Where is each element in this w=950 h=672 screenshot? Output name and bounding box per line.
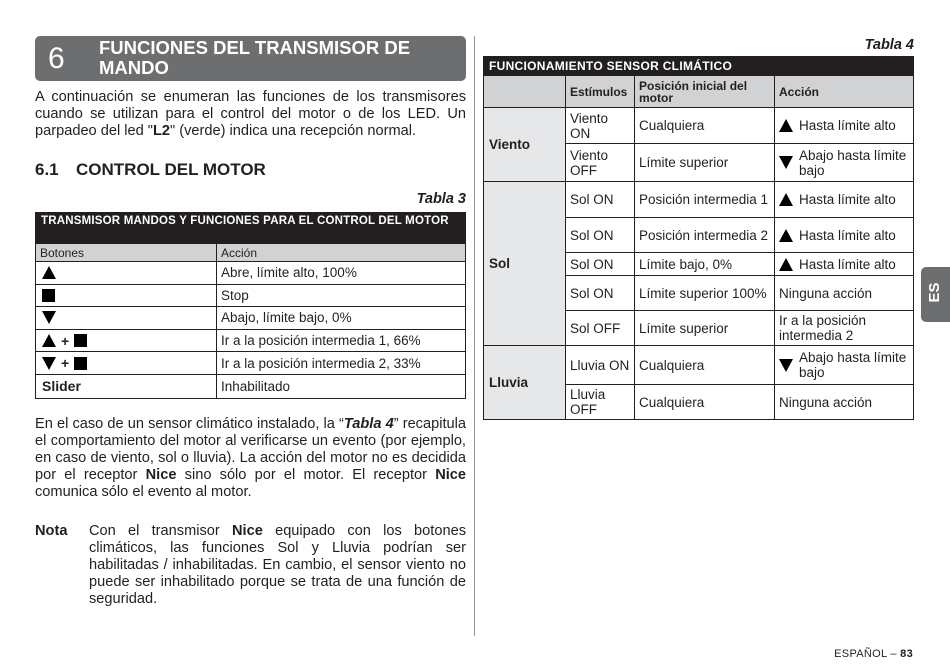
down-arrow-icon [779,359,793,372]
table4-stimulus-cell: Lluvia ON [566,346,635,385]
table4-stimulus-cell: Sol ON [566,276,635,311]
table3-row [36,330,465,353]
table4-position-cell: Cualquiera [635,346,775,385]
table4 [483,56,914,420]
down-arrow-icon [42,311,56,324]
table4-header-action: Acción [775,76,913,108]
stop-square-icon [74,334,87,347]
table4-header-stimuli: Estímulos [566,76,635,108]
subsection-heading [35,160,266,180]
table4-action-cell [775,218,913,253]
down-arrow-icon [42,357,56,370]
table3-buttons-cell [36,307,217,329]
table4-position-cell: Cualquiera [635,385,775,419]
table3 [35,212,466,399]
table3-row [36,375,465,398]
stop-square-icon [42,289,55,302]
table4-action-cell [775,311,913,346]
table4-stimulus-cell: Viento ON [566,108,635,144]
table4-action-cell [775,385,913,419]
sensor-paragraph: En el caso de un sensor climático instalado, la “Tabla 4” recapitula el comportamiento del motor al verificarse un evento (por ejemplo, en caso de viento, sol o lluvia). La acción del motor no es decidida por el receptor Nice sino sólo por el motor. El receptor Nice comunica sólo el evento al motor. [35,416,467,500]
table3-header-buttons: Botones [36,244,217,261]
table3-action-cell: Ir a la posición intermedia 1, 66% [221,333,421,349]
table4-action-text: Ir a la posición intermedia 2 [779,313,867,343]
intro-paragraph: A continuación se enumeran las funciones de los transmisores cuando se utilizan para el control del motor o de los LED. Un parpadeo del led "L2" (verde) indica una recepción normal. [35,89,466,139]
table4-stimulus-cell: Sol ON [566,182,635,218]
table4-header-blank [484,76,566,108]
note-label: Nota [35,523,68,539]
table4-header-position: Posición inicial del motor [635,76,775,108]
table4-action-cell [775,182,913,218]
table4-action-text: Ninguna acción [779,394,873,410]
language-tab-label: ES [926,282,943,303]
table4-stimulus-cell: Sol OFF [566,311,635,346]
table3-buttons-cell [36,330,217,352]
table3-buttons-cell [36,262,217,284]
table3-buttons-cell [36,352,217,374]
table4-action-cell [775,276,913,311]
table4-caption: Tabla 4 [864,37,914,53]
column-divider [474,36,475,636]
language-tab [921,267,950,322]
up-arrow-icon [779,119,793,132]
table4-position-cell: Cualquiera [635,108,775,144]
table3-buttons-cell [36,285,217,307]
up-arrow-icon [42,266,56,279]
table4-grid [484,76,913,419]
table4-action-cell [775,144,913,182]
table4-position-cell: Límite superior [635,144,775,182]
table4-group-sol: Sol [484,182,566,346]
table4-action-text: Hasta límite alto [799,118,896,133]
table3-header-action: Acción [221,246,258,260]
table3-buttons-cell [36,375,217,398]
section-header [35,36,466,81]
table4-action-text: Ninguna acción [779,285,873,301]
table4-position-cell: Límite superior [635,311,775,346]
subsection-number: 6.1 [35,160,59,179]
stop-square-icon [74,357,87,370]
table4-group-viento: Viento [484,108,566,182]
table4-action-cell [775,253,913,276]
table3-action-cell: Inhabilitado [221,378,291,394]
table4-title: FUNCIONAMIENTO SENSOR CLIMÁTICO [484,57,913,76]
table4-action-text: Hasta límite alto [799,256,896,272]
table4-action-text: Abajo hasta límite bajo [799,350,907,380]
table4-position-cell: Posición intermedia 1 [635,182,775,218]
table3-button-label: Slider [42,378,81,395]
table4-position-cell: Límite superior 100% [635,276,775,311]
table3-row [36,352,465,375]
up-arrow-icon [779,193,793,206]
table4-stimulus-cell: Sol ON [566,253,635,276]
table3-action-cell: Stop [221,287,249,303]
section-number: 6 [48,42,65,75]
plus-sign: + [61,355,70,372]
table4-action-text: Hasta límite alto [799,192,896,207]
table3-action-cell: Ir a la posición intermedia 2, 33% [221,355,421,371]
table3-body [36,262,465,398]
down-arrow-icon [779,156,793,169]
plus-sign: + [61,332,70,349]
table3-row [36,285,465,308]
table3-action-cell: Abre, límite alto, 100% [221,265,357,281]
footer-language: ESPAÑOL – [834,648,901,660]
table3-caption: Tabla 3 [416,191,466,207]
table3-header-row [36,244,465,262]
page-footer [834,648,913,660]
table4-action-text: Abajo hasta límite bajo [799,147,907,178]
up-arrow-icon [779,258,793,271]
table3-row [36,307,465,330]
table4-position-cell: Posición intermedia 2 [635,218,775,253]
page-number: 83 [900,648,913,660]
table4-action-cell [775,108,913,144]
note-text: Con el transmisor Nice equipado con los botones climáticos, las funciones Sol y Lluvia podrían ser habilitadas / inhabilitadas. En cambio, el sensor viento no puede ser inhabilitado porque se trata de una función de seguridad. [89,523,466,607]
table3-title: TRANSMISOR MANDOS Y FUNCIONES PARA EL CONTROL DEL MOTOR [36,213,465,244]
up-arrow-icon [779,229,793,242]
table4-stimulus-cell: Sol ON [566,218,635,253]
table4-group-lluvia: Lluvia [484,346,566,419]
subsection-title: CONTROL DEL MOTOR [76,160,266,179]
table4-action-cell [775,346,913,385]
table4-stimulus-cell: Viento OFF [566,144,635,182]
table3-row [36,262,465,285]
table3-action-cell: Abajo, límite bajo, 0% [221,310,352,326]
table4-stimulus-cell: Lluvia OFF [566,385,635,419]
up-arrow-icon [42,334,56,347]
section-title: FUNCIONES DEL TRANSMISOR DE MANDO [99,37,411,78]
table4-position-cell: Límite bajo, 0% [635,253,775,276]
table4-action-text: Hasta límite alto [799,227,896,243]
